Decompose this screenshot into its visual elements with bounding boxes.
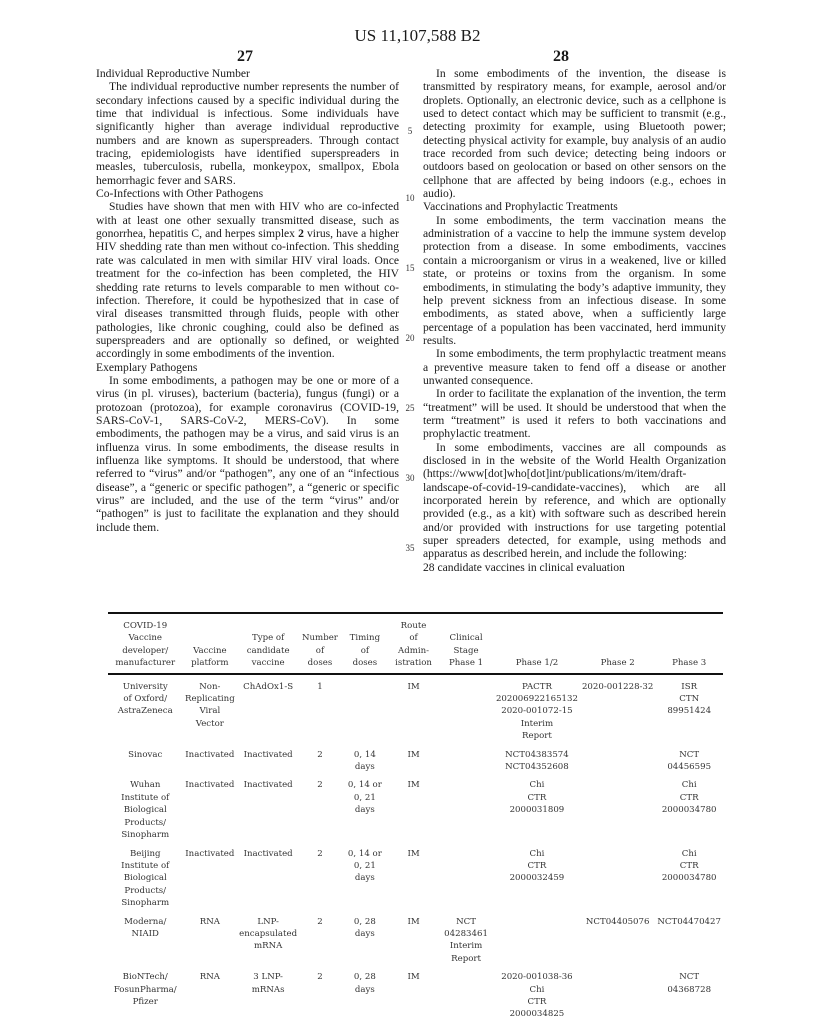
cell-timing [341, 916, 389, 972]
cell-platform [183, 971, 238, 1027]
header-text: of [315, 645, 325, 656]
line-number: 30 [405, 473, 415, 483]
cell-phase2 [580, 916, 655, 972]
header-text: Phase 2 [600, 658, 635, 669]
table-caption: 28 candidate vaccines in clinical evaluation [423, 560, 625, 574]
cell-text: Sinopharm [121, 898, 170, 909]
cell-text: University [122, 681, 168, 692]
cell-text: 2020-001228-32 [581, 681, 654, 692]
cell-timing [341, 674, 389, 749]
cell-text: LNP- [257, 916, 279, 927]
cell-text: mRNA [253, 941, 283, 952]
cell-text: IM [407, 780, 420, 791]
cell-phase1 [438, 971, 494, 1027]
cell-text: NCT04470427 [657, 916, 721, 927]
cell-text: Sinovac [128, 749, 163, 760]
cell-text: Inactivated [243, 848, 293, 859]
header-text: candidate [246, 645, 290, 656]
paragraph: In some embodiments, the term prophylactic treatment means a preventive measure taken to fend off a disease or another unwanted consequence. [423, 347, 726, 387]
cell-text: 0, 14 [353, 749, 376, 760]
cell-route [389, 848, 438, 916]
cell-text: Chi [681, 780, 697, 791]
cell-text: encapsulated [239, 928, 298, 939]
cell-text: Biological [123, 873, 167, 884]
cell-text: 2000034780 [661, 873, 717, 884]
cell-text: Replicating [184, 694, 235, 705]
cell-text: Non- [199, 681, 221, 692]
cell-text: Inactivated [185, 749, 235, 760]
cell-text: days [354, 984, 375, 995]
column-header [580, 613, 655, 674]
cell-text: CTR [679, 792, 699, 803]
cell-developer [108, 971, 183, 1027]
cell-type [237, 971, 299, 1027]
cell-phase12 [494, 749, 580, 780]
cell-phase1 [438, 848, 494, 916]
cell-timing [341, 779, 389, 847]
cell-text: Inactivated [243, 749, 293, 760]
line-number: 10 [405, 193, 415, 203]
cell-text: 0, 21 [353, 860, 376, 871]
paragraph-text: virus, have a higher HIV shedding rate than men without co-infection. This shedding rate was calculated in men with similar HIV viral loads. Once treatment for the co-infection has been completed, the HIV shedding rate returns to levels comparable to men without co-infection. Therefore, it could be hypothesized that in case of viral diseases transmitted through fluids, people with other pathologies, like chronic coughing, could also be defined as superspreaders and are optionally so defined, or weighted accordingly in some embodiments of the invention. [96, 227, 399, 361]
cell-text: 0, 21 [353, 792, 376, 803]
column-header [108, 613, 183, 674]
cell-text: CTR [527, 792, 547, 803]
column-header [438, 613, 494, 674]
table-row [108, 779, 723, 847]
line-number: 20 [405, 333, 415, 343]
header-text: of [409, 633, 418, 644]
cell-text: NCT04405076 [585, 916, 650, 927]
paragraph: In some embodiments, the term vaccination means the administration of a vaccine to help the immune system develop protection from a disease. In some embodiments, vaccines contain a microorganism or virus in a weakened, live or killed state, or proteins or toxins from the organism. In some embodiments, in stimulating the body’s adaptive immunity, they help prevent sickness from an infectious disease. In some embodiments, as stated above, when a sufficiently large percentage of a population has been vaccinated, herd immunity results. [423, 213, 726, 347]
header-text: Vaccine [193, 645, 227, 656]
column-header [494, 613, 580, 674]
column-header [389, 613, 438, 674]
header-text: istration [395, 658, 432, 669]
cell-platform [183, 848, 238, 916]
column-header [299, 613, 341, 674]
cell-text: mRNAs [251, 984, 285, 995]
cell-text: Inactivated [185, 780, 235, 791]
header-text: doses [352, 658, 378, 669]
cell-text: FosunPharma/ [113, 984, 177, 995]
header-text: COVID-19 [123, 621, 168, 631]
cell-text: Chi [529, 848, 545, 859]
cell-text: days [354, 928, 375, 939]
bold-reference: 2 [298, 227, 304, 241]
cell-timing [341, 848, 389, 916]
cell-text: 2 [317, 916, 323, 927]
cell-type [237, 749, 299, 780]
cell-phase2 [580, 749, 655, 780]
cell-text: Interim [449, 941, 483, 952]
cell-route [389, 674, 438, 749]
cell-text: Products/ [124, 885, 167, 896]
cell-doses [299, 848, 341, 916]
right-text-column [423, 67, 726, 574]
header-text: developer/ [122, 645, 169, 656]
cell-doses [299, 749, 341, 780]
cell-route [389, 971, 438, 1027]
cell-text: days [354, 873, 375, 884]
cell-text: Report [522, 731, 552, 742]
cell-text: Moderna/ [124, 916, 167, 927]
cell-doses [299, 971, 341, 1027]
cell-text: 3 LNP- [253, 972, 283, 983]
cell-text: Inactivated [243, 780, 293, 791]
header-text: Clinical [449, 633, 483, 644]
cell-text: Institute of [121, 860, 170, 871]
cell-type [237, 779, 299, 847]
cell-phase1 [438, 916, 494, 972]
cell-type [237, 674, 299, 749]
cell-text: IM [407, 848, 420, 859]
cell-phase12 [494, 779, 580, 847]
cell-text: 2020-001038-36 [501, 972, 573, 983]
cell-doses [299, 674, 341, 749]
cell-text: Report [451, 953, 481, 964]
cell-text: 04456595 [667, 762, 712, 773]
candidate-vaccines-table [108, 612, 723, 1027]
cell-text: RNA [199, 972, 220, 983]
paragraph [96, 374, 399, 534]
cell-timing [341, 749, 389, 780]
cell-timing [341, 971, 389, 1027]
cell-text: 0, 28 [353, 916, 376, 927]
column-header [237, 613, 299, 674]
cell-phase12 [494, 848, 580, 916]
line-number: 35 [405, 543, 415, 553]
cell-text: RNA [199, 916, 220, 927]
cell-phase2 [580, 971, 655, 1027]
cell-text: 0, 14 or [347, 780, 382, 791]
cell-text: 0, 14 or [347, 848, 382, 859]
cell-text: Viral [199, 706, 221, 717]
cell-text: 1 [317, 681, 323, 692]
cell-text: Inactivated [185, 848, 235, 859]
header-text: Route [400, 621, 427, 631]
cell-text: 89951424 [667, 706, 712, 717]
table-row [108, 848, 723, 916]
cell-text: 202006922165132 [495, 694, 578, 705]
table-row [108, 916, 723, 972]
cell-developer [108, 779, 183, 847]
cell-doses [299, 916, 341, 972]
cell-text: 2 [317, 848, 323, 859]
table-header-row [108, 613, 723, 674]
cell-text: PACTR [521, 681, 552, 692]
cell-phase3 [655, 971, 723, 1027]
vaccine-table [108, 612, 723, 1027]
header-text: Phase 3 [672, 658, 707, 669]
header-text: vaccine [251, 658, 285, 669]
cell-text: Chi [529, 984, 545, 995]
cell-phase3 [655, 916, 723, 972]
paragraph-text: The individual reproductive number represents the number of secondary infections caused by a specific individual during the time that individual is infectious. Some individuals have significantly higher than average individual reproductive numbers and are known as superspreaders. Through contact tracing, epidemiologists have identified superspreaders in measles, tuberculosis, rubella, monkeypox, smallpox, Ebola hemorrhagic fever and SARS. [96, 80, 399, 187]
cell-text: Institute of [121, 792, 170, 803]
cell-text: 04368728 [667, 984, 712, 995]
cell-text: NCT04383574 [505, 749, 569, 760]
cell-text: Vector [195, 718, 224, 729]
line-number: 15 [405, 263, 415, 273]
cell-text: CTN [679, 694, 700, 705]
cell-platform [183, 916, 238, 972]
cell-text: Biological [123, 805, 167, 816]
cell-text: Wuhan [130, 780, 161, 791]
cell-text: 04283461 [444, 928, 488, 939]
section-heading: Vaccinations and Prophylactic Treatments [423, 200, 618, 214]
cell-text: NCT [456, 916, 476, 927]
paragraph: In some embodiments, vaccines are all compounds as disclosed in in the website of the World Health Organization (https://www[dot]who[dot]int/publications/m/item/draft-landscape-of-covid-19-candidate-vaccines), which are all incorporated herein by reference, and which are optionally provided (e.g., as a kit) with software such as described herein and/or provided with instructions for use targeting potential super spreaders detected, for example, using methods and apparatus as described herein, and include the following: [423, 440, 726, 561]
cell-text: NCT04352608 [505, 762, 569, 773]
table-body [108, 674, 723, 1027]
cell-developer [108, 916, 183, 972]
cell-route [389, 916, 438, 972]
cell-text: Interim [520, 718, 554, 729]
cell-text: Sinopharm [121, 830, 170, 841]
header-text: Number [302, 633, 338, 644]
header-text: Type of [252, 633, 285, 644]
header-text: manufacturer [115, 658, 176, 669]
cell-phase2 [580, 674, 655, 749]
cell-phase3 [655, 779, 723, 847]
header-text: of [360, 645, 370, 656]
paragraph-text: Studies have shown that men with HIV who are co-infected with at least one other sexually transmitted disease, such as gonorrhea, hepatitis C, and herpes simplex [96, 200, 399, 241]
paragraph: In some embodiments of the invention, the disease is transmitted by respiratory means, for example, aerosol and/or droplets. Optionally, an electronic device, such as a cellphone is used to detect contact which may be sufficient to transmit (e.g., detecting proximity for example, using Bluetooth power; detecting physical activity for example, buy analysis of an audio trace recorded from such device; detecting being indoors or outdoors based on geolocation or based on other sensors on the cellphone that are affected by being indoors (e.g., echoes in audio). [423, 67, 726, 201]
table-row [108, 971, 723, 1027]
header-text: doses [307, 658, 333, 669]
cell-platform [183, 779, 238, 847]
header-text: Phase 1/2 [515, 658, 559, 669]
cell-phase3 [655, 848, 723, 916]
cell-text: IM [407, 972, 420, 983]
cell-text: Beijing [129, 848, 161, 859]
paragraph [96, 80, 399, 187]
cell-phase12 [494, 971, 580, 1027]
cell-text: CTR [527, 996, 547, 1007]
cell-text: 2020-001072-15 [501, 706, 573, 717]
cell-text: days [354, 805, 375, 816]
line-number: 25 [405, 403, 415, 413]
cell-type [237, 916, 299, 972]
paragraph-text: In some embodiments, a pathogen may be one or more of a virus (in pl. viruses), bacterium (bacteria), fungus (fungi) or a protozoan (protozoa), for example coronavirus (COVID-19, SARS-CoV-1, SARS-CoV-2, MERS-CoV). In some embodiments, the pathogen may be a virus, and said virus is an influenza virus. In some embodiments, the disease results in influenza like symptoms. It should be understood, that where referred to “virus” and/or “pathogen”, any one of an “infectious disease”, a “generic or specific pathogen”, a “generic or specific virus” are included, and the use of the term “virus” and/or “pathogen” is just to facilitate the explanation and they should include them. [96, 373, 399, 534]
cell-text: of Oxford/ [123, 694, 168, 705]
paragraph: In order to facilitate the explanation of the invention, the term “treatment” will be used. It should be understood that when the term “treatment” is used it refers to both vaccinations and prophylactic treatment. [423, 387, 726, 441]
cell-phase12 [494, 674, 580, 749]
cell-text: ISR [681, 681, 698, 692]
table-row [108, 674, 723, 749]
column-header [655, 613, 723, 674]
cell-phase3 [655, 749, 723, 780]
cell-text: IM [407, 749, 420, 760]
cell-text: BioNTech/ [122, 972, 168, 983]
table-row [108, 749, 723, 780]
cell-text: 2 [317, 780, 323, 791]
cell-doses [299, 779, 341, 847]
right-column-number: 28 [553, 48, 569, 65]
patent-number: US 11,107,588 B2 [354, 26, 481, 45]
header-text: platform [191, 658, 229, 669]
header-text: Stage [453, 645, 479, 656]
cell-text: IM [407, 681, 420, 692]
left-text-column [96, 67, 399, 534]
cell-phase1 [438, 779, 494, 847]
header-text: Timing [349, 633, 381, 644]
cell-text: Products/ [124, 817, 167, 828]
line-number: 5 [407, 126, 413, 136]
section-heading: Co-Infections with Other Pathogens [96, 187, 264, 201]
cell-phase3 [655, 674, 723, 749]
cell-text: CTR [527, 860, 547, 871]
cell-developer [108, 749, 183, 780]
cell-text: 2 [317, 749, 323, 760]
cell-phase2 [580, 779, 655, 847]
cell-text: 2 [317, 972, 323, 983]
column-header [341, 613, 389, 674]
cell-platform [183, 674, 238, 749]
cell-developer [108, 848, 183, 916]
cell-text: 2000032459 [509, 873, 565, 884]
cell-text: AstraZeneca [117, 706, 173, 717]
header-text: Admin- [398, 645, 430, 656]
section-heading: Individual Reproductive Number [96, 67, 250, 80]
column-header [183, 613, 238, 674]
cell-type [237, 848, 299, 916]
cell-text: 0, 28 [353, 972, 376, 983]
cell-text: NIAID [131, 928, 159, 939]
cell-text: NCT [679, 972, 700, 983]
cell-text: Chi [529, 780, 545, 791]
cell-text: 2000031809 [509, 805, 565, 816]
header-text: Phase 1 [448, 658, 484, 669]
cell-phase2 [580, 848, 655, 916]
cell-text: Pfizer [132, 996, 158, 1007]
cell-route [389, 779, 438, 847]
cell-phase12 [494, 916, 580, 972]
cell-text: days [354, 762, 375, 773]
cell-text: Chi [681, 848, 697, 859]
cell-phase1 [438, 749, 494, 780]
cell-text: IM [407, 916, 420, 927]
header-text: Vaccine [128, 633, 163, 644]
cell-route [389, 749, 438, 780]
cell-text: 2000034780 [661, 805, 717, 816]
paragraph [96, 200, 399, 360]
cell-developer [108, 674, 183, 749]
cell-phase1 [438, 674, 494, 749]
left-column-number: 27 [237, 48, 253, 65]
section-heading: Exemplary Pathogens [96, 360, 198, 374]
cell-text: ChAdOx1-S [243, 681, 294, 692]
cell-platform [183, 749, 238, 780]
cell-text: NCT [679, 749, 700, 760]
cell-text: 2000034825 [509, 1009, 565, 1020]
cell-text: CTR [679, 860, 699, 871]
